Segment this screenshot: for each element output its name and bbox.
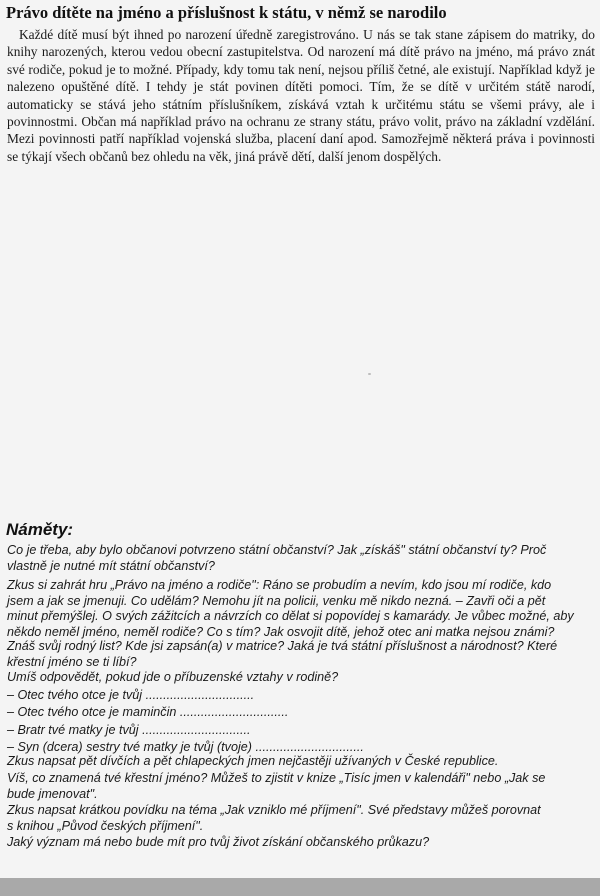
item-line: Jaký význam má nebo bude mít pro tvůj život získání občanského průkazu? <box>7 835 430 849</box>
item-line: Znáš svůj rodný list? Kde jsi zapsán(a) v matrice? Jaká je tvá státní příslušnost a národnost? Které <box>7 639 558 653</box>
item-line: minut přemýšlej. O svých zážitcích a návrzích co dělat si popovídej s kamarády. Je vůbec možné, aby <box>7 609 574 624</box>
namety-item <box>7 803 595 834</box>
namety-item <box>7 543 595 574</box>
namety-item <box>7 670 595 756</box>
namety-item <box>7 578 595 640</box>
item-line: – Otec tvého otce je maminčin ............................... <box>7 705 289 720</box>
item-line: někdo neměl jméno, neměl rodiče? Co s tím? Jak osvojit dítě, jehož otec ani matka nejsou známi? <box>7 624 555 639</box>
namety-item <box>7 771 595 802</box>
bottom-bar <box>0 878 600 896</box>
item-line: vlastně je nutné mít státní občanství? <box>7 558 215 573</box>
item-line: bude jmenovat". <box>7 786 98 801</box>
item-line: křestní jméno se ti líbí? <box>7 654 137 669</box>
body-paragraph: Každé dítě musí být ihned po narození úředně zaregistrováno. U nás se tak stane zápisem do matriky, do knihy narozených, kterou vedou obecní zastupitelstva. Od narození má dítě právo na jméno, má právo znát své rodiče, pokud je to možné. Případy, kdy tomu tak není, nejsou příliš četné, ale existují. Například když je nalezeno opuštěné dítě. I tehdy je stát povinen dítěti pomoci. Tím, že se dítě v určitém státě narodí, automaticky se stává jeho státním příslušníkem, získává vztah k určitému státu se všemi právy, ale i povinnostmi. Občan má například právo na ochranu ze strany státu, právo volit, právo na základní vzdělání. Mezi povinnosti patří například vojenská služba, placení daní apod. Samozřejmě některá práva i povinnosti se týkají všech občanů bez ohledu na věk, jiná právě dětí, další jenom dospělých. <box>7 27 595 164</box>
page-title: Právo dítěte na jméno a příslušnost k státu, v němž se narodilo <box>6 3 447 22</box>
item-line: s knihou „Původ českých příjmení". <box>7 818 204 833</box>
item-line: – Syn (dcera) sestry tvé matky je tvůj (tvoje) ............................... <box>7 740 364 755</box>
item-line: Co je třeba, aby bylo občanovi potvrzeno státní občanství? Jak „získáš" státní občanství ty? Proč <box>7 543 547 557</box>
namety-item <box>7 639 595 670</box>
item-line: Zkus si zahrát hru „Právo na jméno a rodiče": Ráno se probudím a nevím, kdo jsou mí rodiče, kdo <box>7 578 552 592</box>
namety-heading: Náměty: <box>6 520 74 539</box>
item-line: Zkus napsat krátkou povídku na téma „Jak vzniklo mé příjmení". Své představy můžeš porovnat <box>7 803 541 817</box>
item-line: – Otec tvého otce je tvůj ............................... <box>7 687 255 702</box>
item-line: jsem a jak se jmenuji. Co udělám? Nemohu jít na policii, venku mě nikdo nezná. – Zavři oči a pět <box>7 593 546 608</box>
namety-item <box>7 754 595 770</box>
item-line: Umíš odpovědět, pokud jde o příbuzenské vztahy v rodině? <box>7 670 339 684</box>
item-line: Zkus napsat pět dívčích a pět chlapeckých jmen nejčastěji užívaných v České republice. <box>7 754 499 768</box>
item-line: Víš, co znamená tvé křestní jméno? Můžeš to zjistit v knize „Tisíc jmen v kalendáři" nebo „Jak se <box>7 771 546 785</box>
item-line: – Bratr tvé matky je tvůj ............................... <box>7 722 251 737</box>
scan-speck <box>368 373 371 375</box>
namety-item <box>7 835 595 851</box>
